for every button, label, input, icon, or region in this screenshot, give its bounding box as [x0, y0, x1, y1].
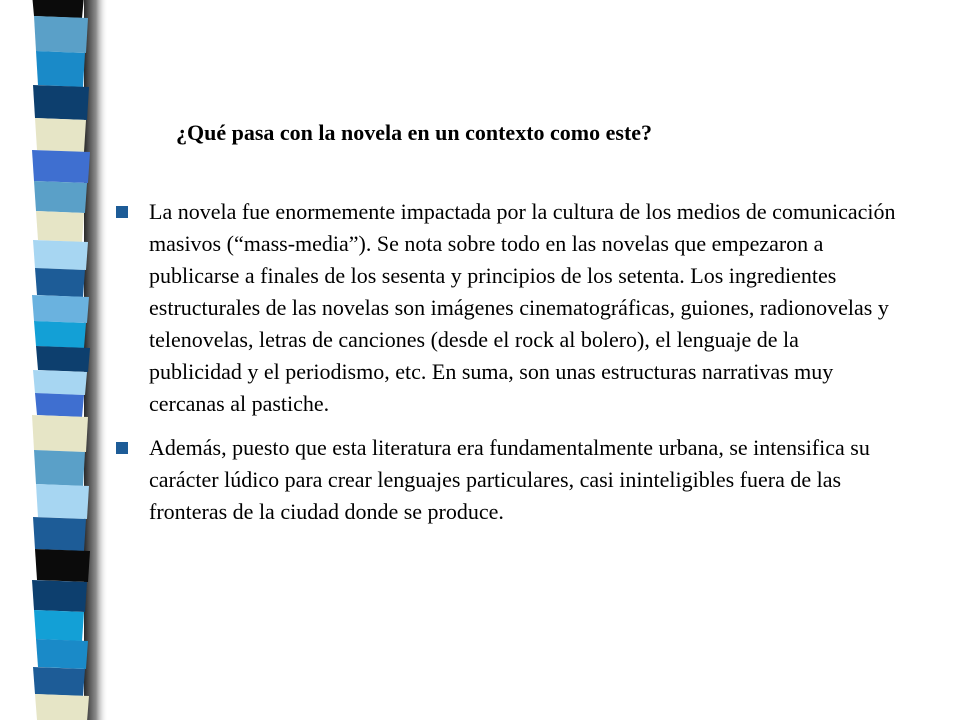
square-bullet-icon — [116, 442, 128, 454]
square-bullet-icon — [116, 206, 128, 218]
stripe-block — [34, 610, 84, 641]
bullet-text: Además, puesto que esta literatura era fundamentalmente urbana, se intensifica su carácter lúdico para crear lenguajes particulares, casi ininteligibles fuera de las fronteras de la ciudad donde se produce. — [149, 435, 870, 524]
bullet-item — [116, 196, 896, 420]
stripe-block — [33, 240, 88, 270]
stripe-block — [36, 346, 90, 372]
stripe-block — [33, 667, 85, 696]
stripe-block — [36, 211, 84, 242]
stripe-block — [35, 268, 85, 297]
stripe-block — [35, 393, 84, 417]
stripe-block — [36, 639, 88, 669]
stripe-block — [34, 181, 87, 213]
bullet-text: La novela fue enormemente impactada por la cultura de los medios de comunicación masivos (“mass-media”). Se nota sobre todo en las novelas que empezaron a publicarse a finales de los sesenta y principios de los setenta. Los ingredientes estructurales de las novelas son imágenes cinematográficas, guiones, radionovelas y telenovelas, letras de canciones (desde el rock al bolero), el lenguaje de la publicidad y el periodismo, etc. En suma, son unas estructuras narrativas muy cercanas al pastiche. — [149, 199, 896, 416]
stripe-block — [36, 484, 89, 519]
stripe-block — [32, 415, 88, 452]
stripe-block — [35, 118, 86, 152]
stripe-block — [34, 450, 85, 486]
slide-title: ¿Qué pasa con la novela en un contexto como este? — [176, 120, 653, 145]
stripe-block — [34, 321, 86, 348]
stripe-block — [32, 150, 90, 183]
bullet-item — [116, 432, 896, 528]
stripe-block — [32, 0, 84, 18]
stripe-block — [35, 549, 90, 582]
stripe-block — [35, 694, 89, 720]
stripe-block — [33, 517, 86, 551]
stripe-block — [34, 16, 88, 53]
bullet-list — [116, 196, 896, 540]
stripe-block — [36, 51, 85, 87]
stripe-block — [32, 295, 89, 323]
stripe-block — [33, 85, 89, 120]
stripe-block — [32, 580, 87, 612]
stripe-block — [33, 370, 87, 395]
decorative-stripe-bar — [0, 0, 108, 720]
